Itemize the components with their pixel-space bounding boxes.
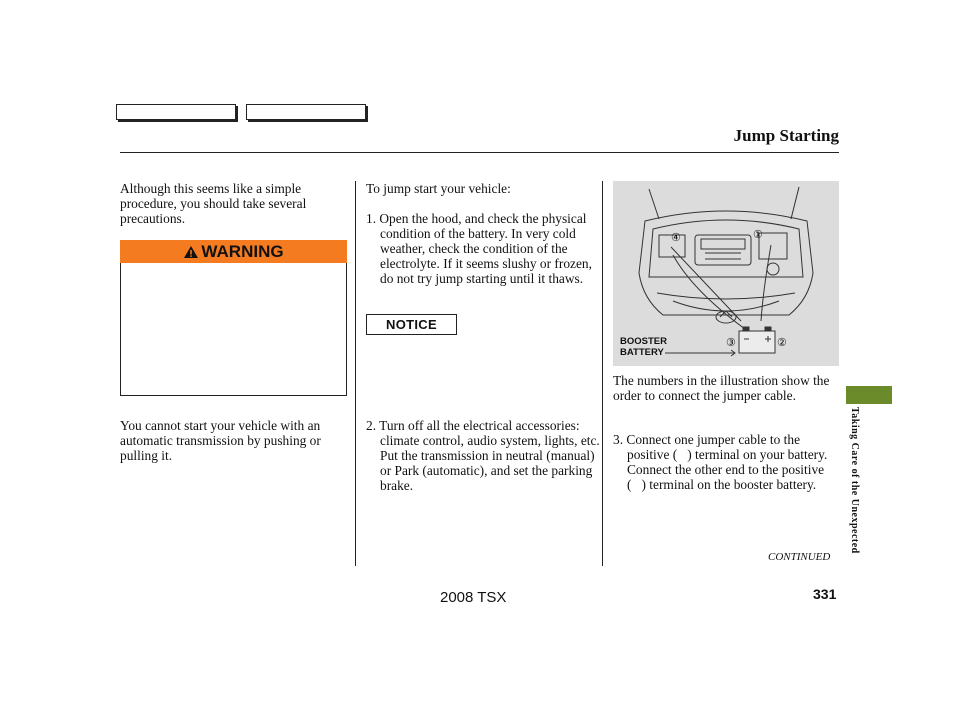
step-2: 2. Turn off all the electrical accessories: climate control, audio system, lights, etc. Put the transmission in neutral (manual) or Park (automatic), and set the parking brake. — [366, 418, 600, 493]
section-tab — [846, 386, 892, 404]
nav-tab-box-1 — [116, 104, 236, 120]
model-footer: 2008 TSX — [440, 589, 507, 606]
step-3: 3. Connect one jumper cable to the positive ( ) terminal on your battery. Connect the other end to the positive ( ) terminal on the booster battery. — [613, 432, 828, 492]
warning-header — [120, 240, 347, 263]
jump-start-intro: To jump start your vehicle: — [366, 181, 511, 196]
continued-label: CONTINUED — [768, 551, 831, 563]
callout-3: ③ — [726, 337, 736, 349]
warning-label: WARNING — [201, 241, 284, 261]
header-rule — [120, 152, 839, 153]
step-1: 1. Open the hood, and check the physical condition of the battery. In very cold weather, check the condition of the electrolyte. If it seems slushy or frozen, do not try jump starting until it thaws. — [366, 211, 592, 286]
nav-tab-box-2 — [246, 104, 366, 120]
warning-triangle-icon — [183, 245, 199, 259]
callout-2: ② — [777, 337, 787, 349]
intro-paragraph: Although this seems like a simple procedure, you should take several precautions. — [120, 181, 307, 226]
section-title-vertical: Taking Care of the Unexpected — [849, 407, 860, 554]
booster-label-line2: BATTERY — [620, 347, 664, 358]
booster-label-line1: BOOSTER — [620, 336, 667, 347]
notice-box: NOTICE — [366, 314, 457, 335]
engine-bay-illustration — [613, 181, 839, 366]
page-title: Jump Starting — [733, 126, 839, 145]
callout-1: ① — [753, 229, 763, 241]
page-number: 331 — [813, 586, 837, 602]
callout-4: ④ — [671, 232, 681, 244]
warning-box — [120, 263, 347, 396]
transmission-note: You cannot start your vehicle with an automatic transmission by pushing or pulling it. — [120, 418, 321, 463]
numbers-note: The numbers in the illustration show the order to connect the jumper cable. — [613, 373, 830, 403]
column-divider-1 — [355, 181, 356, 566]
